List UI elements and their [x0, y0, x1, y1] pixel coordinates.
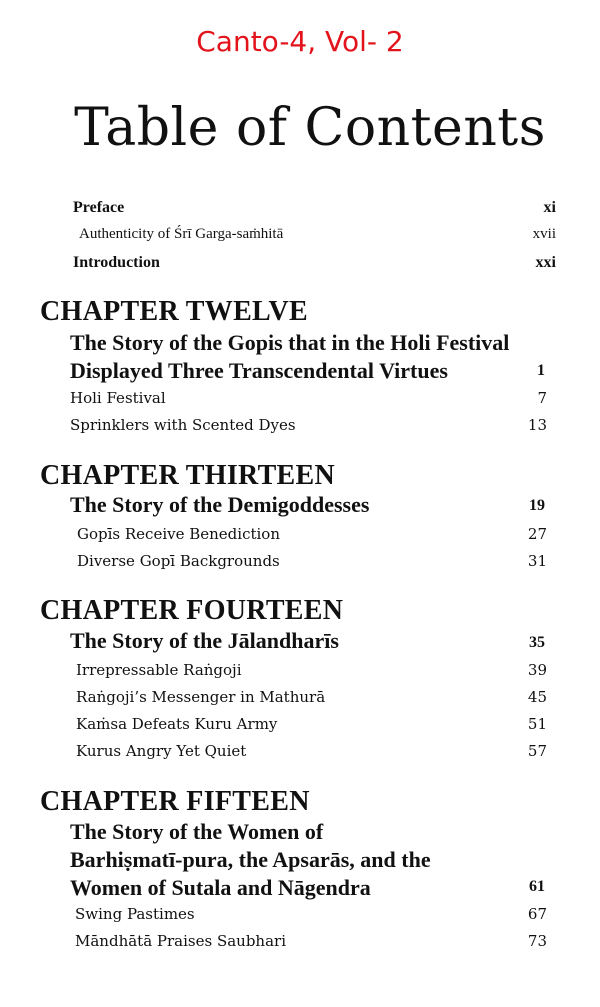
chapter-title-line: Barhiṣmatī-pura, the Apsarās, and the: [70, 847, 431, 872]
chapter-heading: CHAPTER FOURTEEN: [40, 595, 344, 626]
toc-entry-label: Introduction: [73, 254, 160, 271]
toc-entry-page: xvii: [532, 226, 556, 242]
toc-entry-page: 73: [527, 932, 547, 950]
chapter-title-line: The Story of the Demigoddesses: [70, 492, 370, 517]
chapter-page: 19: [529, 497, 545, 514]
chapter-title[interactable]: [70, 818, 431, 902]
toc-entry[interactable]: [75, 905, 547, 923]
chapter-page: 1: [537, 362, 545, 379]
toc-entry-page: 13: [527, 416, 547, 434]
toc-entry[interactable]: [70, 389, 547, 407]
volume-subtitle: Canto-4, Vol- 2: [196, 25, 404, 58]
chapter-title[interactable]: [70, 627, 339, 655]
page-title: Table of Contents: [74, 98, 546, 158]
toc-entry-preface[interactable]: [73, 199, 556, 217]
toc-entry[interactable]: [76, 661, 547, 679]
toc-entry-label: Kaṁsa Defeats Kuru Army: [76, 715, 278, 733]
toc-entry-introduction[interactable]: [73, 254, 556, 272]
toc-entry-page: 27: [527, 525, 547, 543]
chapter-title[interactable]: [70, 329, 509, 385]
toc-entry-label: Holi Festival: [70, 389, 166, 407]
toc-entry-label: Gopīs Receive Benediction: [77, 525, 280, 543]
toc-entry-page: xi: [543, 199, 556, 216]
toc-entry[interactable]: [70, 416, 547, 434]
toc-entry-page: 7: [537, 389, 547, 407]
toc-entry-page: 57: [527, 742, 547, 760]
chapter-title-line: Displayed Three Transcendental Virtues: [70, 358, 448, 383]
chapter-title[interactable]: [70, 491, 369, 519]
chapter-title-line: The Story of the Women of: [70, 819, 324, 844]
chapter-page: 61: [529, 878, 545, 895]
toc-entry-page: 45: [527, 688, 547, 706]
toc-entry-label: Preface: [73, 199, 125, 216]
toc-entry[interactable]: [77, 525, 547, 543]
toc-entry-label: Raṅgoji’s Messenger in Mathurā: [76, 688, 326, 706]
toc-entry-label: Diverse Gopī Backgrounds: [77, 552, 280, 570]
toc-entry-page: 39: [527, 661, 547, 679]
chapter-title-line: The Story of the Jālandharīs: [70, 628, 339, 653]
toc-entry[interactable]: [75, 932, 547, 950]
toc-entry-authenticity[interactable]: [79, 226, 556, 243]
chapter-title-line: The Story of the Gopis that in the Holi Festival: [70, 330, 510, 355]
toc-entry[interactable]: [77, 552, 547, 570]
toc-entry-label: Authenticity of Śrī Garga-saṁhitā: [79, 226, 284, 242]
chapter-title-line: Women of Sutala and Nāgendra: [70, 875, 371, 900]
toc-entry-label: Sprinklers with Scented Dyes: [70, 416, 296, 434]
toc-entry[interactable]: [76, 715, 547, 733]
chapter-heading: CHAPTER THIRTEEN: [40, 460, 336, 491]
toc-entry-label: Kurus Angry Yet Quiet: [76, 742, 247, 760]
toc-entry-page: 31: [527, 552, 547, 570]
toc-entry-page: 67: [527, 905, 547, 923]
toc-entry-label: Irrepressable Raṅgoji: [76, 661, 242, 679]
toc-entry-label: Swing Pastimes: [75, 905, 195, 923]
toc-entry-page: xxi: [535, 254, 556, 271]
toc-entry-page: 51: [527, 715, 547, 733]
toc-entry[interactable]: [76, 742, 547, 760]
toc-entry[interactable]: [76, 688, 547, 706]
chapter-heading: CHAPTER TWELVE: [40, 296, 308, 327]
chapter-page: 35: [529, 634, 545, 651]
toc-entry-label: Māndhātā Praises Saubhari: [75, 932, 287, 950]
chapter-heading: CHAPTER FIFTEEN: [40, 786, 310, 817]
